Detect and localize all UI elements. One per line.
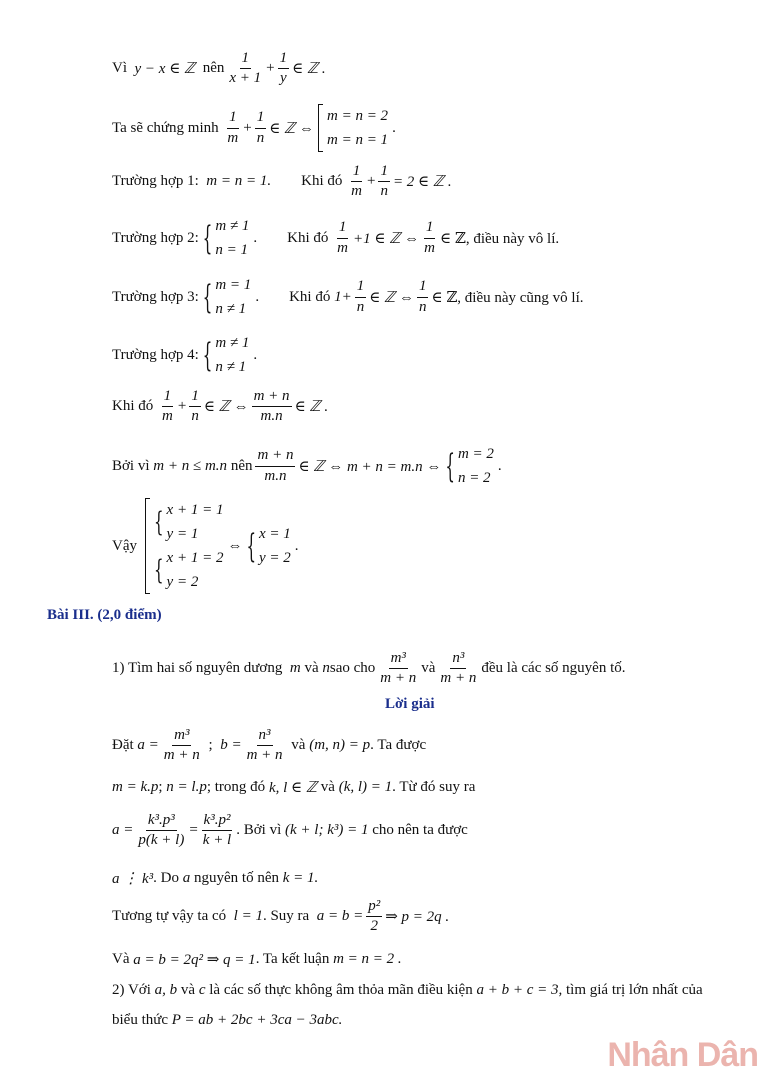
- fraction: $\frac{1}{y}$: [279, 50, 288, 87]
- fraction: $\frac{\text{n³}}{m + n}$: [246, 727, 283, 764]
- solution-line-2: m = k.p ; n = l.p ; trong đó k, l ∈ ℤ và (k, l) = 1 . Từ đó suy ra: [112, 779, 476, 796]
- solution-title: Lời giải: [385, 696, 435, 712]
- system-brace: { x = 1 y = 2: [246, 526, 291, 566]
- line-1: Vì y − x ∈ ℤ nên $\frac{1}{x + 1}$ + $\frac{1}{y}$ ∈ ℤ .: [112, 50, 326, 87]
- fraction: $\frac{\text{n³}}{m + n}$: [440, 650, 477, 687]
- fraction: $\frac{1}{n}$: [380, 163, 388, 200]
- solution-line-3: a = $\frac{\text{k³.p³}}{p(k + l)}$ = $\frac{\text{k³.p²}}{k + l}$ . Bởi vì (k + l; k³) = 1 cho nên ta được: [112, 812, 468, 849]
- bracket-system: { x + 1 = 1 y = 1 { x + 1 = 2 y = 2: [145, 498, 223, 594]
- fraction: $\frac{1}{m}$: [337, 219, 349, 256]
- fraction: $\frac{1}{n}$: [256, 109, 265, 146]
- problem-2: 2) Với a, b và c là các số thực không âm thỏa mãn điều kiện a + b + c = 3, tìm giá trị lớn nhất của: [112, 982, 703, 998]
- section-heading: Bài III. (2,0 điểm): [47, 607, 162, 623]
- newspaper-watermark: Nhân Dân: [607, 1036, 758, 1074]
- solution-line-6: Và a = b = 2q² ⇒ q = 1 . Ta kết luận m = n = 2 .: [112, 951, 402, 968]
- fraction: $\frac{m + n}{m.n}$: [257, 447, 294, 484]
- system-brace: { m ≠ 1 n ≠ 1: [202, 335, 250, 375]
- line-3: Trường hợp 1: m = n = 1. Khi đó $\frac{1}{m}$ + $\frac{1}{n}$ = 2 ∈ ℤ .: [112, 163, 452, 200]
- fraction: $\frac{\text{p²}}{2}$: [368, 898, 381, 935]
- solution-line-5: Tương tự vậy ta có l = 1 . Suy ra a = b = $\frac{\text{p²}}{2}$ ⇒ p = 2q .: [112, 898, 450, 935]
- fraction: $\frac{1}{m}$: [162, 388, 173, 425]
- fraction: $\frac{1}{n}$: [418, 278, 427, 315]
- line-8: Bởi vì m + n ≤ m.n nên $\frac{m + n}{m.n}$ ∈ ℤ ⇔ m + n = m.n ⇔ { m = 2 n = 2 .: [112, 442, 502, 490]
- problem-2-cont: biểu thức P = ab + 2bc + 3ca − 3abc.: [112, 1012, 343, 1028]
- system-brace: { m = 1 n ≠ 1: [202, 277, 252, 317]
- fraction: $\frac{m + n}{m.n}$: [253, 388, 290, 425]
- fraction: $\frac{\text{m³}}{m + n}$: [380, 650, 417, 687]
- fraction: $\frac{1}{m}$: [351, 163, 362, 200]
- solution-line-1: Đặt a = $\frac{\text{m³}}{m + n}$ ; b = $\frac{\text{n³}}{m + n}$ và (m, n) = p . Ta được: [112, 727, 427, 764]
- fraction: $\frac{1}{m}$: [227, 109, 239, 146]
- fraction: $\frac{\text{k³.p³}}{p(k + l)}$: [138, 812, 185, 849]
- fraction: $\frac{\text{k³.p²}}{k + l}$: [202, 812, 232, 849]
- fraction: $\frac{\text{m³}}{m + n}$: [163, 727, 200, 764]
- system-brace: { m = 2 n = 2: [445, 446, 494, 486]
- fraction: $\frac{1}{x + 1}$: [229, 50, 262, 87]
- bracket-system: m = n = 2 m = n = 1: [318, 104, 388, 152]
- fraction: $\frac{1}{n}$: [191, 388, 199, 425]
- line-6: Trường hợp 4: { m ≠ 1 n ≠ 1 .: [112, 331, 257, 379]
- solution-line-4: a ⋮ k³ . Do a nguyên tố nên k = 1.: [112, 870, 319, 887]
- line-5: Trường hợp 3: { m = 1 n ≠ 1 . Khi đó 1+ $\frac{1}{n}$ ∈ ℤ ⇔ $\frac{1}{n}$ ∈ ℤ, điều này cũng vô lí.: [112, 273, 584, 321]
- problem-1: 1) Tìm hai số nguyên dương m và n sao cho $\frac{\text{m³}}{m + n}$ và $\frac{\text{n³}}{m + n}$ đều là các số nguyên tố.: [112, 650, 626, 687]
- line-9: Vậy { x + 1 = 1 y = 1 { x + 1 = 2 y = 2 ⇔ { x = 1 y = 2 .: [112, 498, 299, 594]
- fraction: $\frac{1}{m}$: [424, 219, 436, 256]
- fraction: $\frac{1}{n}$: [356, 278, 365, 315]
- system-brace: { m ≠ 1 n = 1: [202, 218, 250, 258]
- line-2: Ta sẽ chứng minh $\frac{1}{m}$ + $\frac{1}{n}$ ∈ ℤ ⇔ m = n = 2 m = n = 1 .: [112, 104, 396, 152]
- line-7: Khi đó $\frac{1}{m}$ + $\frac{1}{n}$ ∈ ℤ ⇔ $\frac{m + n}{m.n}$ ∈ ℤ .: [112, 388, 329, 425]
- line-4: Trường hợp 2: { m ≠ 1 n = 1 . Khi đó $\frac{1}{m}$ +1 ∈ ℤ ⇔ $\frac{1}{m}$ ∈ ℤ, điều này vô lí.: [112, 214, 559, 262]
